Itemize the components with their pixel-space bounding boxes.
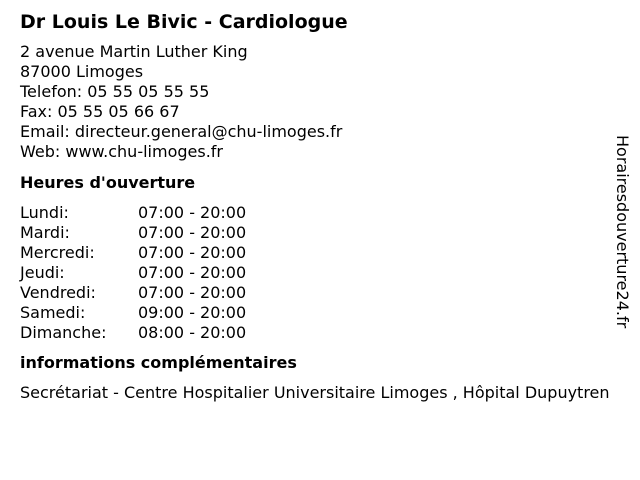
day-label: Lundi:	[20, 203, 69, 222]
hours-row-friday	[20, 283, 246, 303]
time-range: 07:00 - 20:00	[138, 283, 247, 302]
phone-line: Telefon: 05 55 05 55 55	[20, 82, 210, 101]
contact-block	[20, 42, 616, 162]
hours-row-saturday	[20, 303, 246, 323]
hours-table	[20, 203, 246, 343]
time-range: 07:00 - 20:00	[138, 223, 247, 242]
hours-row-wednesday	[20, 243, 246, 263]
hours-row-sunday	[20, 323, 246, 343]
day-label: Samedi:	[20, 303, 86, 322]
time-range: 07:00 - 20:00	[138, 203, 247, 222]
time-range: 09:00 - 20:00	[138, 303, 247, 322]
day-label: Jeudi:	[20, 263, 65, 282]
fax-line: Fax: 05 55 05 66 67	[20, 102, 180, 121]
address-street: 2 avenue Martin Luther King	[20, 42, 248, 61]
hours-row-tuesday	[20, 223, 246, 243]
day-label: Dimanche:	[20, 323, 107, 342]
day-label: Mercredi:	[20, 243, 95, 262]
site-watermark: Horairesdouverture24.fr	[613, 135, 632, 329]
listing-card	[20, 10, 616, 403]
email-line: Email: directeur.general@chu-limoges.fr	[20, 122, 343, 141]
day-label: Vendredi:	[20, 283, 96, 302]
hours-heading: Heures d'ouverture	[20, 173, 196, 192]
page-title: Dr Louis Le Bivic - Cardiologue	[20, 11, 348, 33]
hours-row-thursday	[20, 263, 246, 283]
time-range: 08:00 - 20:00	[138, 323, 247, 342]
web-line: Web: www.chu-limoges.fr	[20, 142, 223, 161]
address-city: 87000 Limoges	[20, 62, 144, 81]
info-text: Secrétariat - Centre Hospitalier Universitaire Limoges , Hôpital Dupuytren	[20, 383, 610, 402]
info-heading: informations complémentaires	[20, 353, 297, 372]
day-label: Mardi:	[20, 223, 70, 242]
time-range: 07:00 - 20:00	[138, 243, 247, 262]
hours-row-monday	[20, 203, 246, 223]
time-range: 07:00 - 20:00	[138, 263, 247, 282]
